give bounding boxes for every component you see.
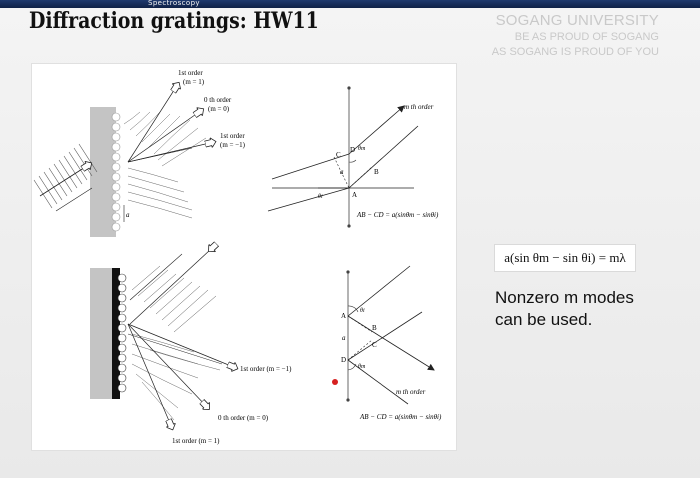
diffraction-figure xyxy=(31,63,457,451)
bottom-order-zero-label: 0 th order (m = 0) xyxy=(218,414,269,422)
top-theta-i: θi xyxy=(318,194,323,200)
top-theta-m: θm xyxy=(358,146,366,152)
slide-title: Diffraction gratings: HW11 xyxy=(29,8,319,34)
top-label-A: A xyxy=(352,191,358,199)
top-label-C: C xyxy=(336,151,341,159)
top-order-plus1-label: 1st order xyxy=(178,69,203,77)
top-order-plus1-m: (m = 1) xyxy=(183,78,205,86)
note-text xyxy=(495,287,685,331)
top-geometry-equation: AB − CD = a(sinθm − sinθi) xyxy=(357,211,439,219)
motto-line-1: BE AS PROUD OF SOGANG xyxy=(514,31,659,43)
course-label: Spectroscopy xyxy=(148,0,200,7)
university-watermark xyxy=(492,12,659,59)
university-name: SOGANG UNIVERSITY xyxy=(495,12,659,29)
top-order-minus1-m: (m = −1) xyxy=(220,141,246,149)
top-label-a: a xyxy=(340,168,344,176)
bottom-label-C: C xyxy=(372,341,377,349)
top-order-zero-label: 0 th order xyxy=(204,96,232,104)
top-m-order: m th order xyxy=(404,103,434,111)
bottom-order-minus1-label: 1st order (m = −1) xyxy=(240,365,292,373)
bottom-theta-m: θm xyxy=(358,364,366,370)
laser-pointer-dot xyxy=(332,379,338,385)
top-order-zero-m: (m = 0) xyxy=(208,105,230,113)
top-geometry-diagram xyxy=(268,86,439,227)
reflection-grating-diagram xyxy=(90,250,292,445)
bottom-label-B: B xyxy=(372,324,377,332)
bottom-theta-i: θi xyxy=(360,308,365,314)
note-line-1: Nonzero m modes xyxy=(495,288,634,307)
bottom-m-order: m th order xyxy=(396,388,426,396)
top-order-minus1-label: 1st order xyxy=(220,132,245,140)
reflection-grating xyxy=(90,268,112,399)
motto-line-2: AS SOGANG IS PROUD OF YOU xyxy=(491,46,659,58)
diffraction-diagrams xyxy=(32,64,456,450)
bottom-order-plus1-label: 1st order (m = 1) xyxy=(172,437,220,445)
top-spacing-label: a xyxy=(126,211,130,219)
bottom-label-a: a xyxy=(342,334,346,342)
grating-equation-box xyxy=(494,244,636,272)
bottom-label-D: D xyxy=(341,356,347,364)
bottom-label-A: A xyxy=(341,312,347,320)
top-bar xyxy=(0,0,700,8)
note-line-2: can be used. xyxy=(495,310,593,329)
bottom-geometry-diagram xyxy=(332,266,442,421)
top-label-B: B xyxy=(374,168,379,176)
top-label-D: D xyxy=(350,146,356,154)
bottom-geometry-equation: AB − CD = a(sinθm − sinθi) xyxy=(360,413,442,421)
transmission-grating-diagram xyxy=(34,69,246,237)
grating-equation: a(sin θm − sin θi) = mλ xyxy=(504,250,626,265)
